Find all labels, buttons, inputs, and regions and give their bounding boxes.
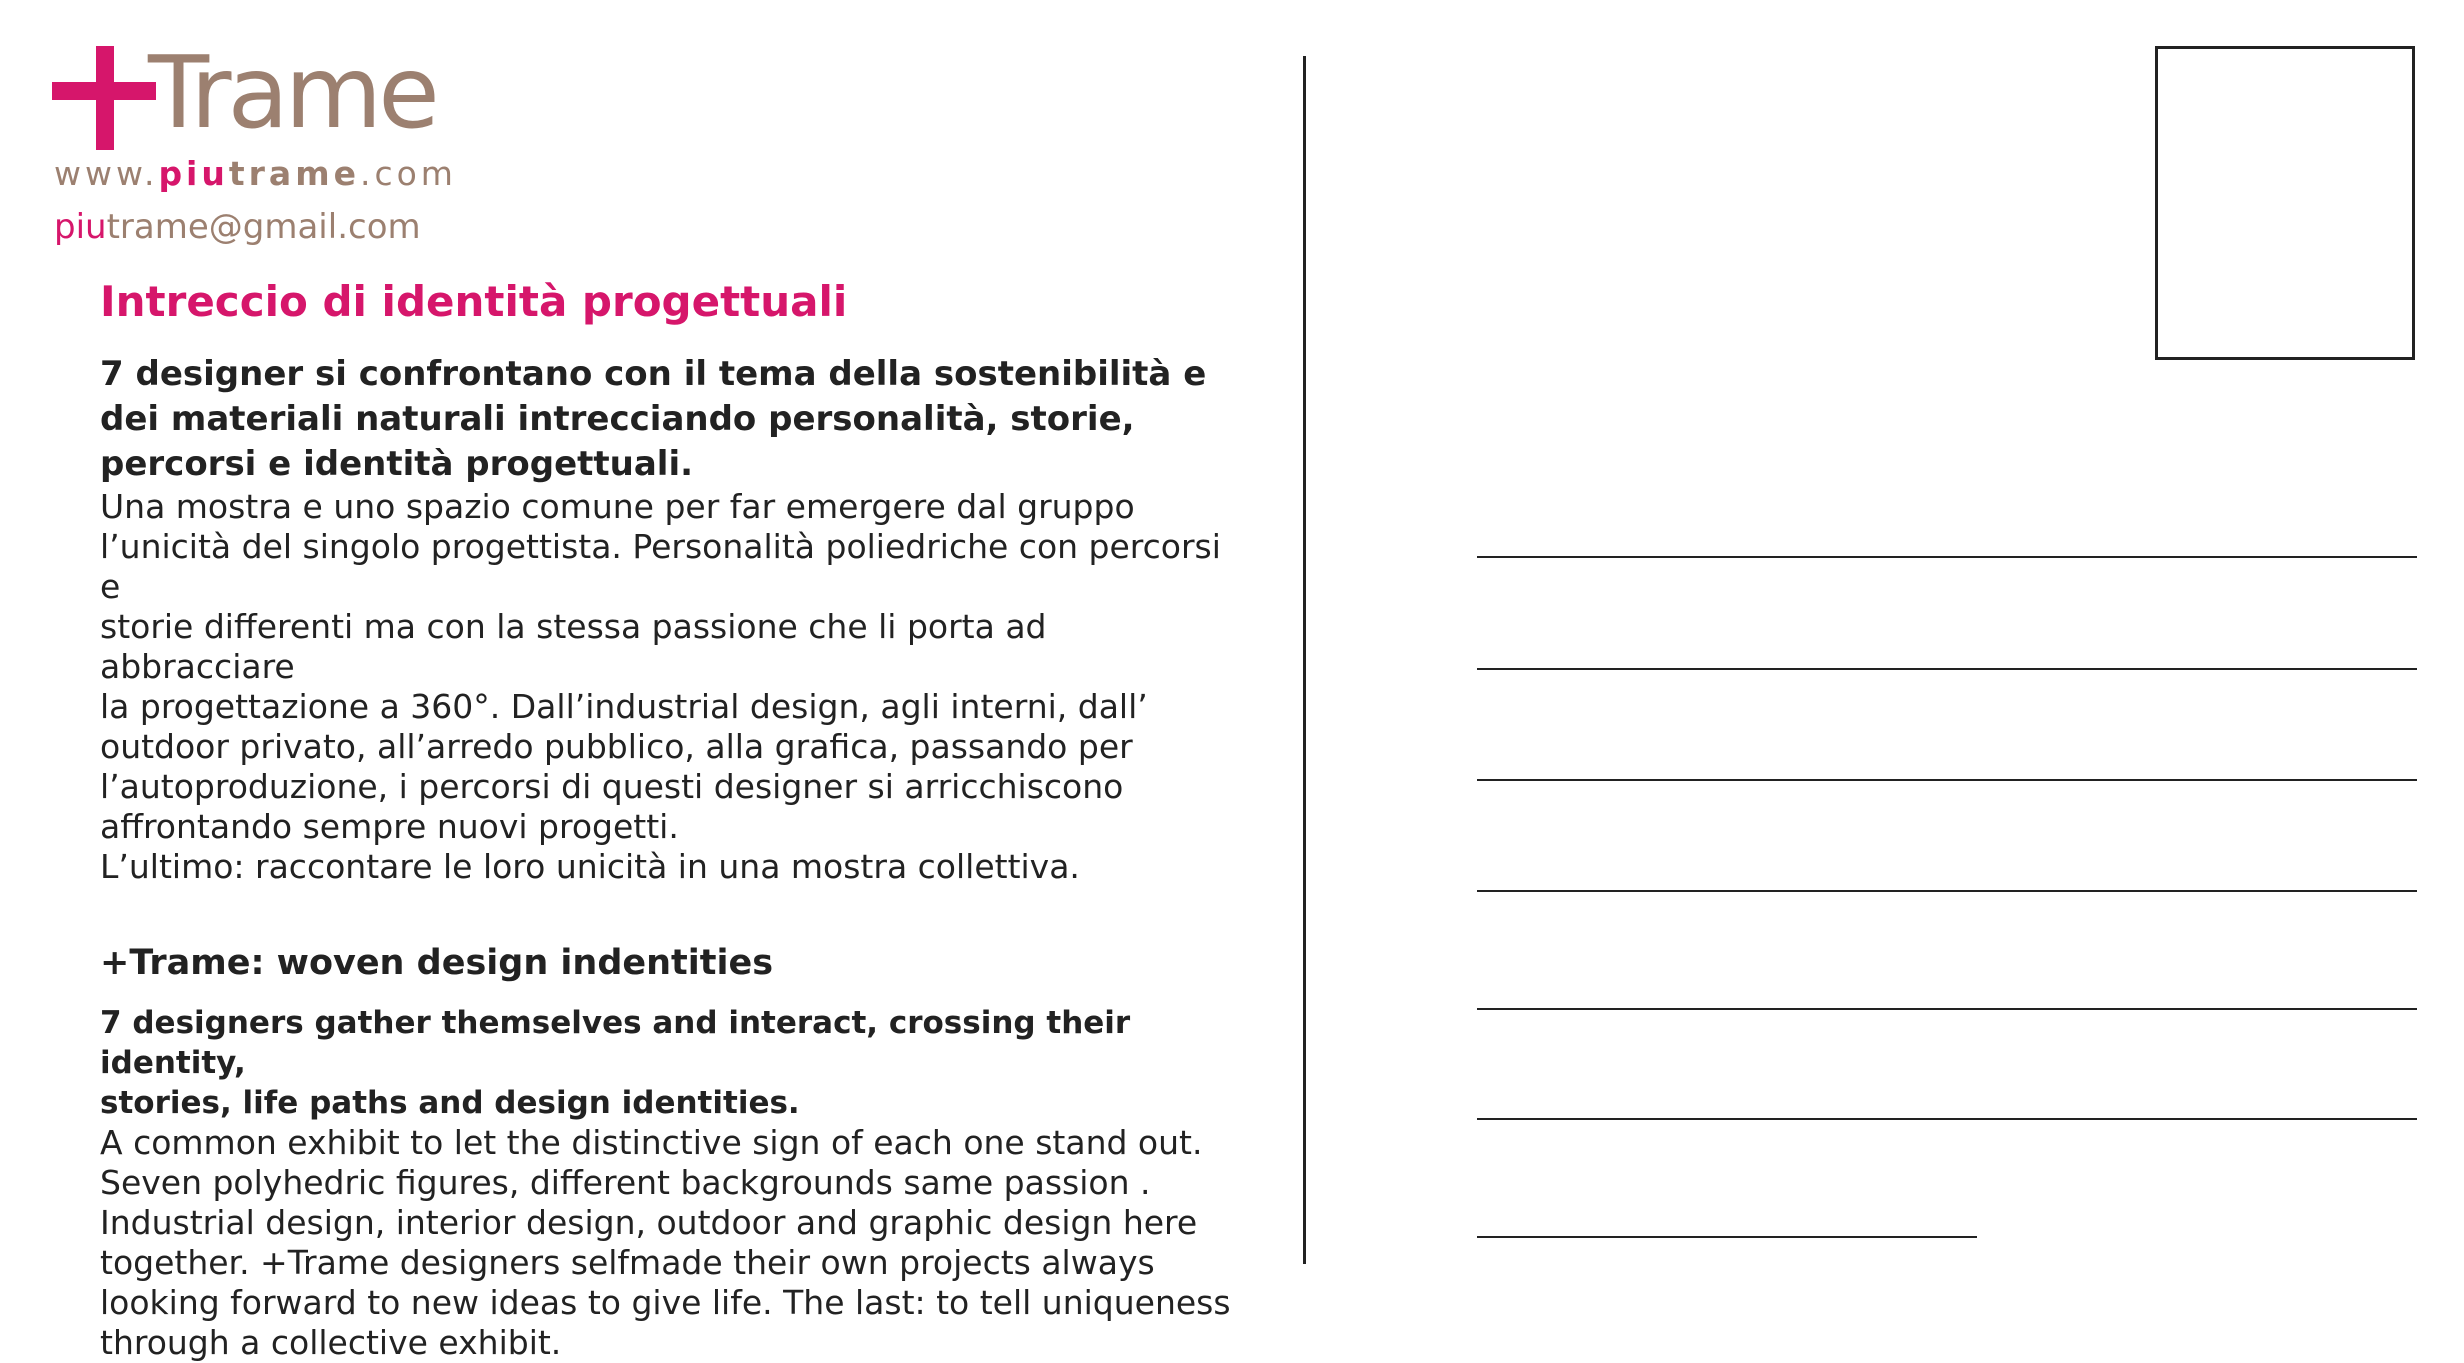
italian-body-line: l’unicità del singolo progettista. Personalità poliedriche con percorsi e: [100, 527, 1221, 606]
italian-body-line: Una mostra e uno spazio comune per far emergere dal gruppo: [100, 487, 1135, 526]
italian-lead: 7 designer si confrontano con il tema della sostenibilità e dei materiali naturali intrecciando personalità, storie, percorsi e identità progettuali.: [100, 354, 1207, 484]
english-lead: [100, 1003, 1250, 1123]
email-highlight: piu: [54, 207, 107, 247]
english-lead-line: 7 designers gather themselves and interact, crossing their identity,: [100, 1005, 1131, 1081]
italian-body-line: outdoor privato, all’arredo pubblico, alla grafica, passando per: [100, 727, 1133, 766]
italian-body: [100, 487, 1250, 887]
postcard-text: [100, 274, 1250, 1363]
english-body-line: through a collective exhibit.: [100, 1323, 562, 1362]
address-line-1: [1477, 556, 2417, 558]
italian-body-line: affrontando sempre nuovi progetti.: [100, 807, 679, 846]
address-line-2: [1477, 668, 2417, 670]
address-line-5: [1477, 1008, 2417, 1010]
website-highlight-piu: piu: [158, 154, 229, 193]
email-rest: trame@gmail.com: [106, 207, 421, 247]
italian-title: Intreccio di identità progettuali: [100, 277, 848, 326]
italian-body-line: storie differenti ma con la stessa passione che li porta ad abbracciare: [100, 607, 1047, 686]
brand-logo: [52, 34, 472, 151]
plus-icon-vertical-bar: [96, 46, 114, 150]
website-prefix: www.: [54, 154, 159, 193]
website-link[interactable]: [54, 154, 457, 194]
logo-wordmark: Trame: [148, 34, 436, 151]
english-body-line: Seven polyhedric figures, different backgrounds same passion .: [100, 1163, 1151, 1202]
address-line-3: [1477, 779, 2417, 781]
english-body-line: together. +Trame designers selfmade their own projects always: [100, 1243, 1155, 1282]
email-link[interactable]: [54, 206, 421, 248]
english-body-line: Industrial design, interior design, outdoor and graphic design here: [100, 1203, 1198, 1242]
italian-body-line: la progettazione a 360°. Dall’industrial design, agli interni, dall’: [100, 687, 1148, 726]
english-lead-line: stories, life paths and design identities.: [100, 1085, 800, 1121]
english-body-line: A common exhibit to let the distinctive sign of each one stand out.: [100, 1123, 1203, 1162]
english-body-line: looking forward to new ideas to give life. The last: to tell uniqueness: [100, 1283, 1231, 1322]
italian-body-line: l’autoproduzione, i percorsi di questi designer si arricchiscono: [100, 767, 1124, 806]
english-body: [100, 1123, 1250, 1363]
postcard-divider: [1303, 56, 1306, 1264]
address-line-6: [1477, 1118, 2417, 1120]
italian-body-line: L’ultimo: raccontare le loro unicità in una mostra collettiva.: [100, 847, 1080, 886]
english-title: +Trame: woven design indentities: [100, 943, 774, 983]
address-line-7: [1477, 1236, 1977, 1238]
address-line-4: [1477, 890, 2417, 892]
stamp-box: [2155, 46, 2415, 360]
website-highlight-trame: trame: [228, 154, 360, 193]
website-suffix: .com: [359, 154, 457, 193]
